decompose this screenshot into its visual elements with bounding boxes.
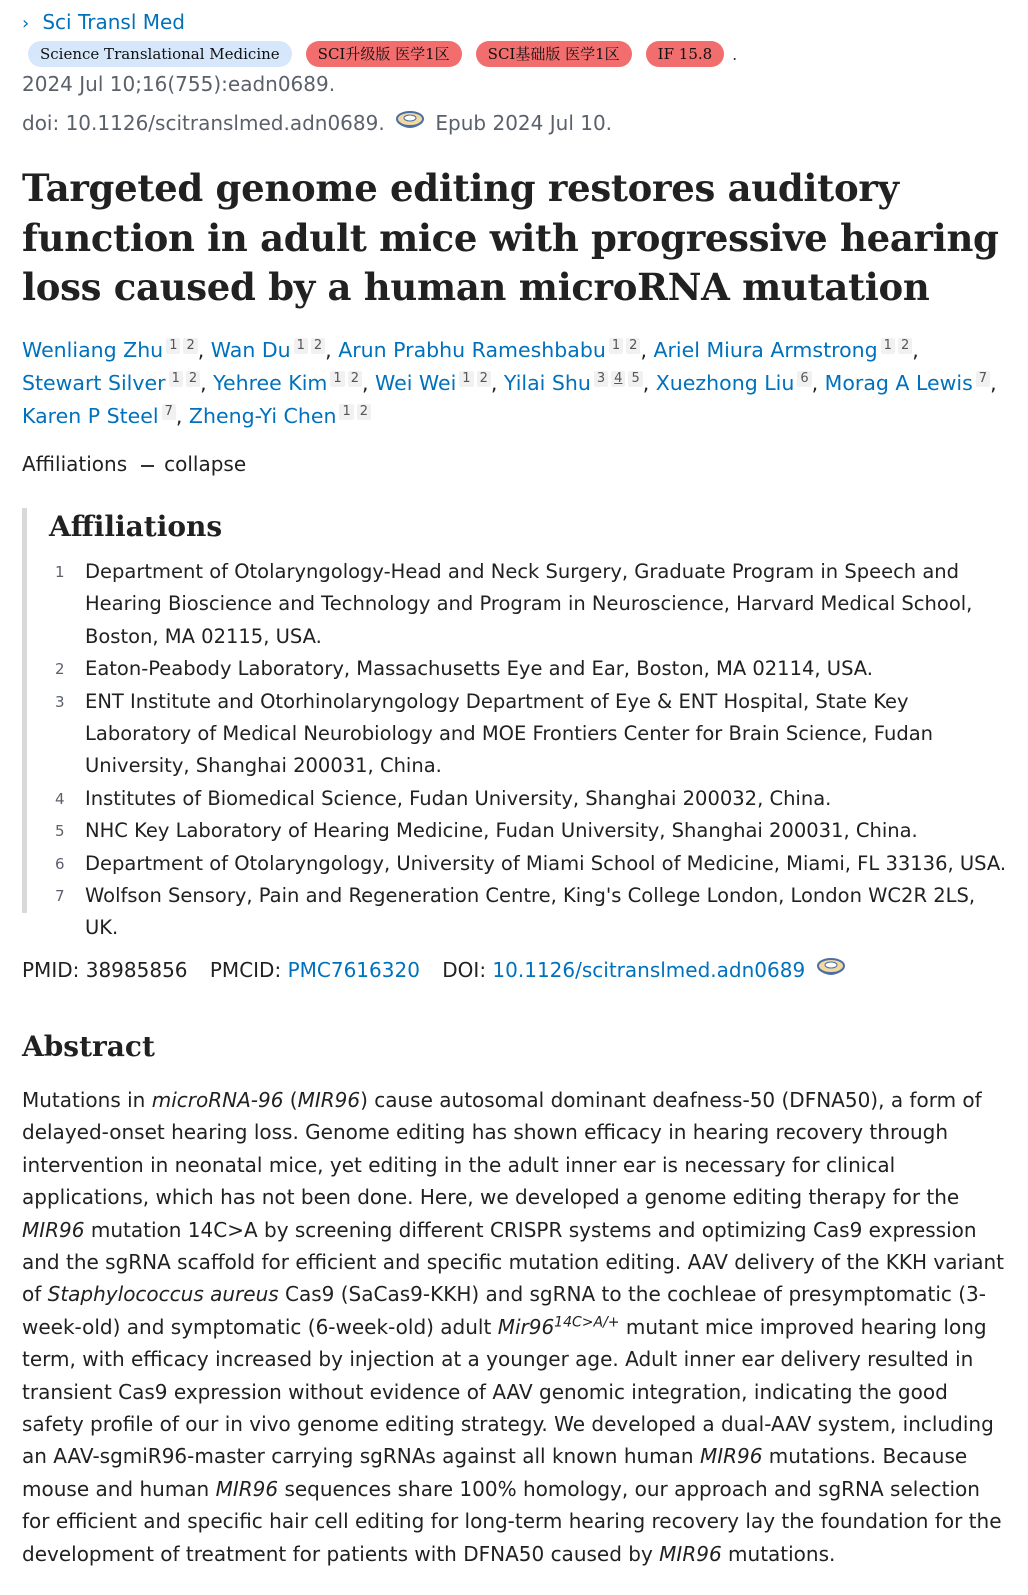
affiliations-collapse-label: collapse	[164, 452, 247, 476]
affiliations-heading: Affiliations	[49, 510, 223, 543]
author-item	[375, 371, 491, 395]
author-name-link[interactable]: Yilai Shu	[503, 371, 591, 395]
citation-date: 2024 Jul 10;16(755):eadn0689.	[22, 72, 336, 96]
author-item	[189, 404, 371, 428]
affiliation-ref-link[interactable]: 1	[881, 338, 895, 354]
journal-name-badge[interactable]: Science Translational Medicine	[28, 41, 292, 67]
abstract-text-segment: Mutations in	[22, 1088, 152, 1112]
affiliation-ref-link[interactable]: 4	[611, 371, 625, 387]
citation-doi: doi: 10.1126/scitranslmed.adn0689.	[22, 111, 385, 135]
affiliation-text: ENT Institute and Otorhinolaryngology Department of Eye & ENT Hospital, State Key Laboratory of Medical Neurobiology and MOE Frontiers Center for Brain Science, Fudan University, Shanghai 200031, China.	[85, 689, 934, 778]
affiliation-ref-link[interactable]: 1	[609, 338, 623, 354]
author-separator: ,	[640, 338, 654, 362]
abstract-italic-term: Mir96	[497, 1314, 555, 1339]
author-item	[22, 404, 176, 428]
affiliation-ref-link[interactable]: 7	[976, 371, 990, 387]
author-separator: ,	[175, 404, 189, 428]
affiliation-item	[53, 556, 1008, 653]
affiliation-number: 3	[55, 692, 65, 711]
affiliation-ref-link[interactable]: 1	[294, 338, 308, 354]
journal-badges	[28, 41, 737, 67]
affiliation-item	[53, 686, 1008, 783]
abstract-italic-term: microRNA-96	[151, 1088, 284, 1112]
abstract-text-segment: Cas9 (SaCas9-KKH) and sgRNA to the cochleae of presymptomatic (3-week-old) and symptomatic (6-week-old) adult	[22, 1282, 986, 1339]
citation-epub: Epub 2024 Jul 10.	[435, 111, 613, 135]
affiliation-number: 6	[55, 854, 65, 873]
badge-trailing-period: .	[732, 44, 738, 64]
impact-factor-badge: IF 15.8	[646, 41, 725, 67]
affiliation-ref-link[interactable]: 2	[311, 338, 325, 354]
affiliations-toggle[interactable]	[22, 452, 246, 476]
abstract-italic-term: MIR96	[22, 1217, 85, 1242]
affiliation-ref-link[interactable]: 2	[898, 338, 912, 354]
affiliation-ref-link[interactable]: 2	[348, 371, 362, 387]
affiliation-ref-link[interactable]: 2	[477, 371, 491, 387]
author-name-link[interactable]: Ariel Miura Armstrong	[653, 338, 878, 362]
affiliation-ref-link[interactable]: 1	[166, 338, 180, 354]
journal-link[interactable]	[22, 10, 185, 34]
author-item	[213, 371, 362, 395]
abstract-text-segment: ) cause autosomal dominant deafness-50 (DFNA50), a form of delayed-onset hearing loss. Genome editing has shown efficacy in hearing recovery through intervention in neonatal mice, yet editing in the adult inner ear is necessary for clinical applications, which has not been done. Here, we developed a genome editing therapy for the	[22, 1088, 982, 1210]
affiliation-ref-link[interactable]: 7	[162, 404, 176, 420]
author-item	[504, 371, 643, 395]
affiliations-panel	[22, 508, 1017, 940]
author-name-link[interactable]: Stewart Silver	[22, 371, 166, 395]
sci-basic-badge: SCI基础版 医学1区	[476, 41, 632, 67]
affiliation-ref-link[interactable]: 2	[357, 404, 371, 420]
author-item	[825, 371, 990, 395]
abstract-italic-term: MIR96	[215, 1476, 279, 1501]
pmcid-label: PMCID:	[209, 958, 282, 982]
author-name-link[interactable]: Wei Wei	[375, 371, 457, 395]
author-list	[22, 334, 1012, 433]
affiliation-ref-link[interactable]: 6	[797, 371, 811, 387]
doi-link-icon[interactable]	[816, 957, 846, 984]
pmid-value: 38985856	[85, 958, 188, 982]
author-name-link[interactable]: Karen P Steel	[22, 404, 159, 428]
affiliation-text: Wolfson Sensory, Pain and Regeneration Centre, King's College London, London WC2R 2LS, UK.	[85, 884, 976, 940]
doi-label: DOI:	[442, 958, 487, 982]
abstract-text	[22, 1084, 1007, 1570]
sci-upgrade-badge: SCI升级版 医学1区	[306, 41, 462, 67]
affiliation-ref-link[interactable]: 1	[459, 371, 473, 387]
author-separator: ,	[197, 338, 211, 362]
doi-link[interactable]: 10.1126/scitranslmed.adn0689	[492, 958, 806, 982]
author-item	[338, 338, 640, 362]
affiliation-text: Eaton-Peabody Laboratory, Massachusetts Eye and Ear, Boston, MA 02114, USA.	[85, 657, 874, 681]
author-name-link[interactable]: Arun Prabhu Rameshbabu	[338, 338, 606, 362]
abstract-heading: Abstract	[22, 1030, 155, 1063]
collapse-dash-icon	[141, 465, 154, 467]
author-separator: ,	[642, 371, 656, 395]
doi-link-icon[interactable]	[395, 110, 425, 137]
author-separator: ,	[912, 338, 919, 362]
affiliation-number: 4	[55, 789, 65, 808]
abstract-italic-term: 14C>A/+	[554, 1314, 620, 1331]
abstract-italic-term: Staphylococcus aureus	[47, 1282, 279, 1307]
affiliation-number: 5	[55, 822, 65, 841]
author-separator: ,	[200, 371, 214, 395]
journal-abbrev[interactable]: Sci Transl Med	[42, 10, 185, 34]
affiliation-ref-link[interactable]: 2	[183, 338, 197, 354]
author-name-link[interactable]: Wenliang Zhu	[22, 338, 164, 362]
affiliation-text: Department of Otolaryngology, University of Miami School of Medicine, Miami, FL 33136, USA.	[85, 851, 1007, 875]
chevron-right-icon: ›	[22, 13, 30, 34]
affiliation-text: Institutes of Biomedical Science, Fudan University, Shanghai 200032, China.	[85, 786, 832, 810]
author-name-link[interactable]: Yehree Kim	[213, 371, 328, 395]
author-separator: ,	[361, 371, 376, 395]
affiliation-item	[53, 815, 1008, 847]
abstract-text-segment: (	[283, 1088, 298, 1112]
affiliation-number: 2	[55, 660, 65, 679]
abstract-text-segment: mutations.	[721, 1541, 836, 1566]
affiliations-toggle-label: Affiliations	[22, 452, 128, 476]
affiliation-number: 1	[55, 563, 65, 581]
affiliation-ref-link[interactable]: 5	[628, 371, 642, 387]
affiliation-ref-link[interactable]: 3	[594, 371, 608, 387]
author-name-link[interactable]: Morag A Lewis	[824, 371, 973, 395]
article-identifiers	[22, 957, 850, 984]
affiliation-item	[53, 783, 1008, 815]
affiliation-number: 7	[55, 887, 65, 906]
abstract-text-segment: mutant mice improved hearing long term, with efficacy increased by injection at a younger age. Adult inner ear delivery resulted in transient Cas9 expression without evidence of AAV genomic integration, indicating the good safety profile of our in vivo genome editing strategy. We developed a dual-AAV system, including an AAV-sgmiR96-master carrying sgRNAs against all known human	[22, 1314, 994, 1469]
pmcid-link[interactable]: PMC7616320	[287, 958, 420, 982]
affiliation-ref-link[interactable]: 1	[339, 404, 353, 420]
affiliation-ref-link[interactable]: 2	[626, 338, 640, 354]
affiliation-text: Department of Otolaryngology-Head and Neck Surgery, Graduate Program in Speech and Hearing Bioscience and Technology and Program in Neuroscience, Harvard Medical School, Boston, MA 02115, USA.	[85, 560, 973, 648]
abstract-text-segment: mutation 14C>A by screening different CRISPR systems and optimizing Cas9 expression and the sgRNA scaffold for efficient and specific mutation editing. AAV delivery of the KKH variant of	[22, 1217, 1005, 1307]
author-separator: ,	[990, 371, 997, 395]
pmid-label: PMID:	[22, 958, 80, 982]
abstract-italic-term: MIR96	[659, 1541, 722, 1566]
affiliation-ref-link[interactable]: 2	[186, 371, 200, 387]
affiliation-ref-link[interactable]: 1	[169, 371, 183, 387]
affiliation-item	[53, 848, 1008, 880]
author-name-link[interactable]: Zheng-Yi Chen	[188, 404, 337, 428]
author-name-link[interactable]: Wan Du	[210, 338, 291, 362]
author-item	[653, 338, 912, 362]
abstract-text-segment: sequences share 100% homology, our approach and sgRNA selection for efficient and specific hair cell editing for long-term hearing recovery lay the foundation for the development of treatment for patients with DFNA50 caused by	[22, 1476, 1002, 1566]
affiliations-list	[53, 556, 1008, 945]
affiliation-ref-link[interactable]: 1	[330, 371, 344, 387]
affiliation-item	[53, 880, 1008, 945]
author-separator: ,	[325, 338, 339, 362]
author-item	[211, 338, 325, 362]
author-name-link[interactable]: Xuezhong Liu	[655, 371, 795, 395]
abstract-text-segment: mutations. Because mouse and human	[22, 1444, 968, 1501]
author-item	[22, 371, 200, 395]
abstract-italic-term: MIR96	[297, 1088, 361, 1112]
author-separator: ,	[811, 371, 825, 395]
author-item	[22, 338, 198, 362]
affiliation-text: NHC Key Laboratory of Hearing Medicine, Fudan University, Shanghai 200031, China.	[85, 819, 918, 843]
citation-doi-line	[22, 110, 612, 137]
author-separator: ,	[490, 371, 504, 395]
affiliation-item	[53, 653, 1008, 685]
abstract-italic-term: MIR96	[699, 1444, 763, 1469]
article-title: Targeted genome editing restores auditory function in adult mice with progressive hearing loss caused by a human microRNA mutation	[22, 166, 999, 309]
author-item	[656, 371, 812, 395]
